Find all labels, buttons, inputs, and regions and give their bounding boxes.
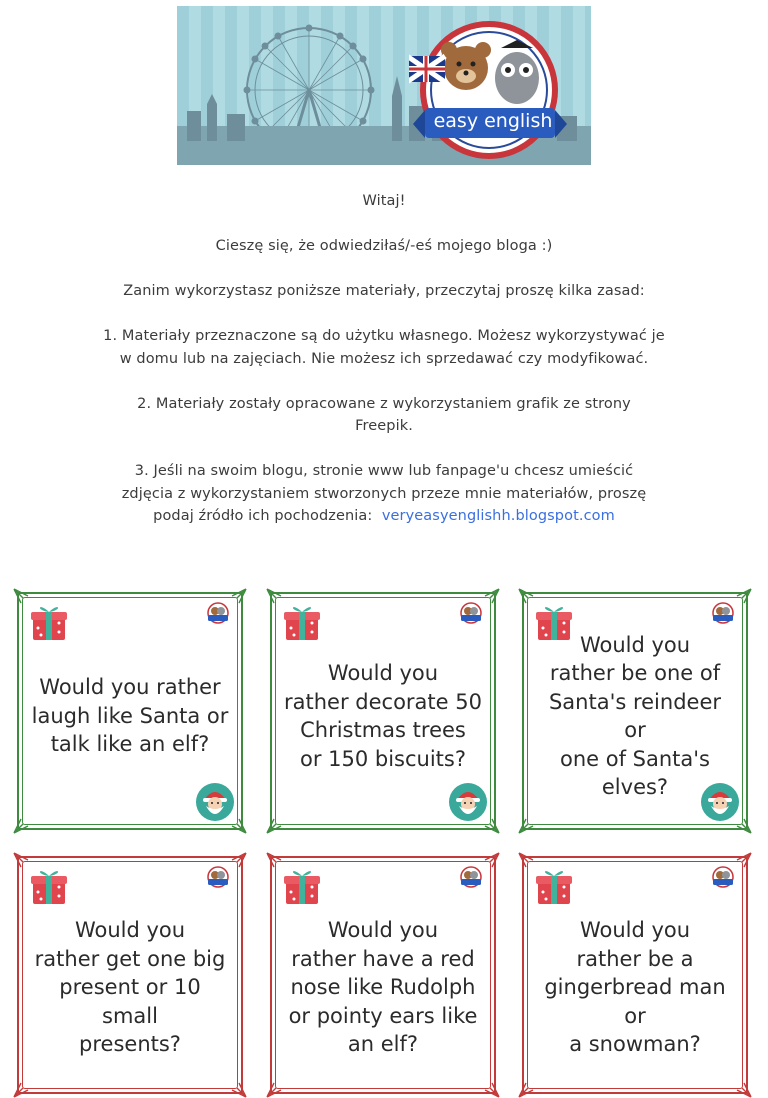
- corner-ornament-icon: [231, 1082, 247, 1098]
- gift-icon: [534, 866, 574, 906]
- card-question: Would you rather laugh like Santa or talk like an elf?: [31, 675, 229, 757]
- rule-2: 2. Materiały zostały opracowane z wykorzystaniem grafik ze strony Freepik.: [137, 395, 631, 434]
- corner-ornament-icon: [736, 818, 752, 834]
- card-question: Would you rather be one of Santa's reindeer or one of Santa's elves?: [548, 632, 722, 799]
- rule-3: [90, 460, 678, 528]
- corner-ornament-icon: [518, 1082, 534, 1098]
- corner-ornament-icon: [484, 588, 500, 604]
- card-question: Would you rather decorate 50 Christmas trees or 150 biscuits?: [284, 661, 482, 771]
- corner-ornament-icon: [13, 818, 29, 834]
- blog-link[interactable]: veryeasyenglishh.blogspot.com: [381, 508, 615, 524]
- question-card: [266, 852, 500, 1098]
- rule-1: 1. Materiały przeznaczone są do użytku własnego. Możesz wykorzystywać je w domu lub na zajęciach. Nie możesz ich sprzedawać czy modyfikować.: [103, 328, 665, 367]
- greeting: Witaj!: [362, 193, 406, 209]
- easy-english-mini-logo: [456, 866, 486, 888]
- easy-english-mini-logo: [708, 866, 738, 888]
- question-card: [518, 588, 752, 834]
- corner-ornament-icon: [13, 588, 29, 604]
- corner-ornament-icon: [484, 1082, 500, 1098]
- santa-icon: [448, 782, 488, 822]
- easy-english-mini-logo: [203, 602, 233, 624]
- gift-icon: [282, 602, 322, 642]
- question-card: [266, 588, 500, 834]
- corner-ornament-icon: [13, 1082, 29, 1098]
- gift-icon: [282, 866, 322, 906]
- corner-ornament-icon: [266, 818, 282, 834]
- corner-ornament-icon: [266, 588, 282, 604]
- header-banner: [177, 6, 591, 165]
- corner-ornament-icon: [231, 852, 247, 868]
- corner-ornament-icon: [13, 852, 29, 868]
- banner-ribbon-text: easy english: [433, 110, 553, 132]
- corner-ornament-icon: [518, 852, 534, 868]
- corner-ornament-icon: [736, 852, 752, 868]
- corner-ornament-icon: [484, 818, 500, 834]
- corner-ornament-icon: [231, 818, 247, 834]
- easy-english-logo: [409, 6, 591, 165]
- corner-ornament-icon: [736, 1082, 752, 1098]
- rule-3-text: 3. Jeśli na swoim blogu, stronie www lub fanpage'u chcesz umieścić zdjęcia z wykorzystaniem stworzonych przeze mnie materiałów, proszę podaj źródło ich pochodzenia:: [121, 463, 647, 524]
- card-question: Would you rather get one big present or 10 small presents?: [34, 918, 226, 1056]
- intro-text: [90, 190, 678, 550]
- question-card: [13, 588, 247, 834]
- santa-icon: [195, 782, 235, 822]
- card-question: Would you rather have a red nose like Rudolph or pointy ears like an elf?: [288, 918, 478, 1056]
- corner-ornament-icon: [736, 588, 752, 604]
- corner-ornament-icon: [231, 588, 247, 604]
- easy-english-mini-logo: [456, 602, 486, 624]
- easy-english-mini-logo: [203, 866, 233, 888]
- corner-ornament-icon: [484, 852, 500, 868]
- corner-ornament-icon: [266, 852, 282, 868]
- question-card: [518, 852, 752, 1098]
- gift-icon: [29, 602, 69, 642]
- card-question: Would you rather be a gingerbread man or a snowman?: [544, 918, 726, 1056]
- thanks-text: Cieszę się, że odwiedziłaś/-eś mojego bloga :): [215, 238, 553, 254]
- rules-lead: Zanim wykorzystasz poniższe materiały, przeczytaj proszę kilka zasad:: [123, 283, 645, 299]
- gift-icon: [29, 866, 69, 906]
- santa-icon: [700, 782, 740, 822]
- corner-ornament-icon: [518, 588, 534, 604]
- corner-ornament-icon: [266, 1082, 282, 1098]
- easy-english-mini-logo: [708, 602, 738, 624]
- corner-ornament-icon: [518, 818, 534, 834]
- question-card: [13, 852, 247, 1098]
